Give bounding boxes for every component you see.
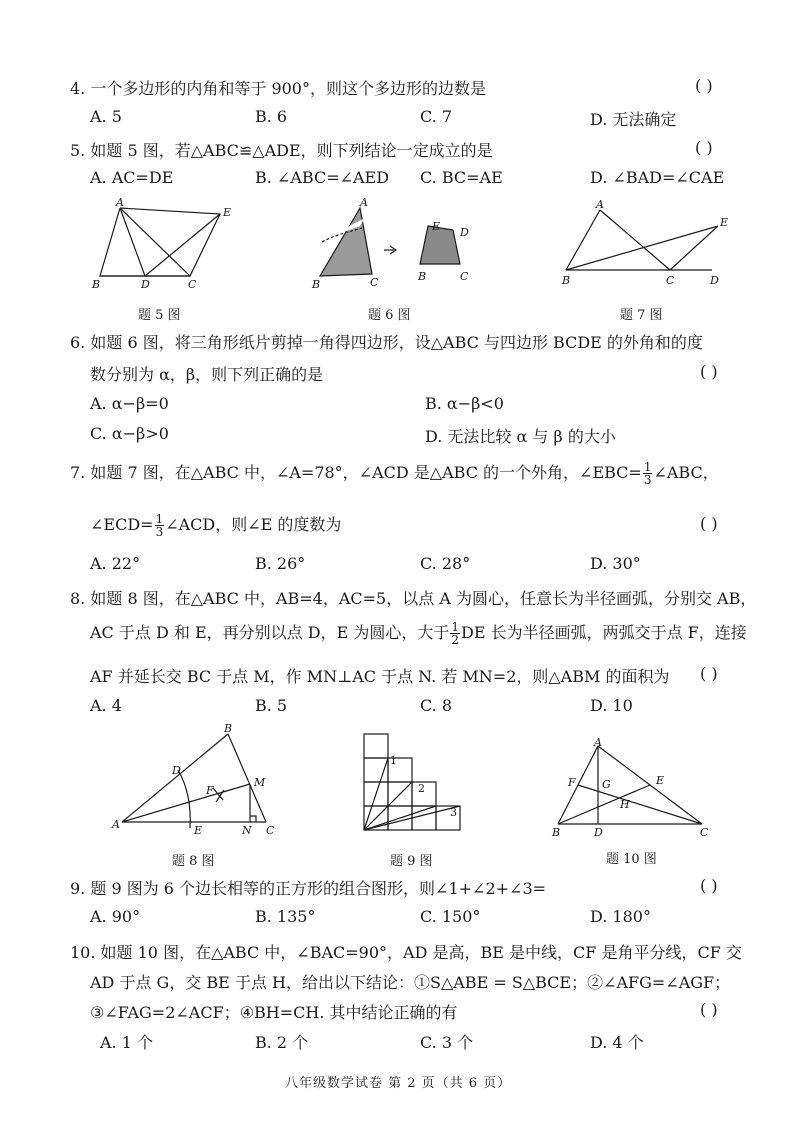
fig6-label-a: A [360,196,368,209]
q7-fraction-2: $\frac{1}{3}$ [155,512,164,539]
fig5-label-a: A [116,196,124,209]
q5-option-b[interactable]: B. ∠ABC=∠AED [255,168,390,187]
q8-option-b[interactable]: B. 5 [255,696,288,715]
fig8-label-f: F [206,784,214,797]
q7-fraction-1: $\frac{1}{3}$ [643,460,652,487]
fig8-label-c: C [266,824,275,837]
fig8-label-e: E [194,824,203,837]
q10-option-a[interactable]: A. 1 个 [100,1033,153,1052]
q7-option-d[interactable]: D. 30° [590,554,641,573]
fig10-label-c: C [700,826,709,839]
q7-answer-paren[interactable]: ( ) [700,514,718,533]
q9-option-a[interactable]: A. 90° [90,907,141,926]
fig10-label-b: B [552,826,561,839]
q10-option-c[interactable]: C. 3 个 [420,1033,474,1052]
fig8-label-n: N [242,824,252,837]
fig5-label-c: C [188,278,197,291]
fig6-label-b: B [312,278,321,291]
q10-line2: AD 于点 G，交 BE 于点 H，给出以下结论：①S△ABE = S△BCE；②∠AFG=∠AGF； [90,973,731,992]
fig6-caption: 题 6 图 [368,308,411,323]
q9-stem: 9. 题 9 图为 6 个边长相等的正方形的组合图形，则∠1+∠2+∠3= [70,879,547,898]
q4-option-a[interactable]: A. 5 [90,107,122,126]
q8-line2-tail: DE 长为半径画弧，两弧交于点 F，连接 [460,623,747,642]
q6-option-d[interactable]: D. 无法比较 α 与 β 的大小 [425,427,616,446]
q5-option-d[interactable]: D. ∠BAD=∠CAE [590,168,725,187]
fig5-label-e: E [223,206,232,219]
q5-answer-paren[interactable]: ( ) [695,138,713,157]
figure-5 [90,198,240,293]
fig6-label-b2: B [418,270,427,283]
fig7-label-a: A [596,198,604,211]
figure-8 [110,722,280,837]
fig5-caption: 题 5 图 [138,308,181,323]
q10-option-b[interactable]: B. 2 个 [255,1033,309,1052]
fig9-label-1: 1 [390,754,397,767]
q9-option-b[interactable]: B. 135° [255,907,316,926]
figure-9 [362,732,472,837]
figure-7 [560,198,730,293]
fig6-label-d: D [460,226,469,239]
fig10-caption: 题 10 图 [606,852,657,867]
q6-option-b[interactable]: B. α−β<0 [425,394,504,413]
q6-line2: 数分别为 α，β，则下列正确的是 [90,365,324,384]
q7-line1-text: 7. 如题 7 图，在△ABC 中，∠A=78°，∠ACD 是△ABC 的一个外角，∠EBC= [70,463,642,482]
q8-option-c[interactable]: C. 8 [420,696,453,715]
fig9-label-2: 2 [418,782,425,795]
fig10-label-g: G [602,778,611,791]
fig5-label-d: D [141,278,150,291]
q7-line1 [70,460,719,486]
q9-answer-paren[interactable]: ( ) [700,876,718,895]
q7-line1-tail: ∠ABC， [653,463,719,482]
q10-line1: 10. 如题 10 图，在△ABC 中，∠BAC=90°，AD 是高，BE 是中线，CF 是角平分线，CF 交 [70,943,742,962]
q9-option-d[interactable]: D. 180° [590,907,651,926]
q4-option-b[interactable]: B. 6 [255,107,288,126]
fig7-label-d: D [710,274,719,287]
fig10-label-f: F [568,776,576,789]
q6-answer-paren[interactable]: ( ) [700,362,718,381]
fig7-label-b: B [562,274,571,287]
fig10-label-e: E [656,774,665,787]
q4-stem: 4. 一个多边形的内角和等于 900°，则这个多边形的边数是 [70,79,486,98]
fig8-caption: 题 8 图 [172,854,215,869]
q7-option-b[interactable]: B. 26° [255,554,306,573]
fig6-label-c: C [370,276,379,289]
fig8-label-d: D [172,764,181,777]
fig7-caption: 题 7 图 [620,308,663,323]
q6-option-a[interactable]: A. α−β=0 [90,394,169,413]
q4-answer-paren[interactable]: ( ) [695,76,713,95]
fig10-label-d: D [594,826,603,839]
q7-option-a[interactable]: A. 22° [90,554,141,573]
q5-stem: 5. 如题 5 图，若△ABC≌△ADE，则下列结论一定成立的是 [70,141,493,160]
figure-10 [550,738,720,838]
fig9-label-3: 3 [450,806,457,819]
q4-option-d[interactable]: D. 无法确定 [590,110,677,129]
q8-option-a[interactable]: A. 4 [90,696,122,715]
q10-line3: ③∠FAG=2∠ACF；④BH=CH. 其中结论正确的有 [90,1003,458,1022]
q6-line1: 6. 如题 6 图，将三角形纸片剪掉一角得四边形，设△ABC 与四边形 BCDE 的外角和的度 [70,333,703,352]
fig7-label-e: E [720,216,729,229]
page-footer: 八年级数学试卷 第 2 页（共 6 页） [285,1076,512,1091]
fig10-label-h: H [620,798,630,811]
q5-option-a[interactable]: A. AC=DE [90,168,174,187]
q8-option-d[interactable]: D. 10 [590,696,633,715]
fig6-label-c2: C [460,270,469,283]
fig8-label-a: A [112,818,120,831]
fig8-label-m: M [254,776,266,789]
fig8-label-b: B [224,722,233,735]
q7-line2 [90,512,341,538]
q10-answer-paren[interactable]: ( ) [700,1000,718,1019]
q7-line2-text: ∠ECD= [90,515,154,534]
fig6-label-e: E [432,220,441,233]
q6-option-c[interactable]: C. α−β>0 [90,424,169,443]
fig7-label-c: C [666,274,675,287]
q8-line1: 8. 如题 8 图，在△ABC 中，AB=4，AC=5，以点 A 为圆心，任意长为半径画弧，分别交 AB， [70,589,757,608]
fig5-label-b: B [92,278,101,291]
q10-option-d[interactable]: D. 4 个 [590,1033,644,1052]
q8-answer-paren[interactable]: ( ) [700,664,718,683]
q4-option-c[interactable]: C. 7 [420,107,453,126]
fig9-caption: 题 9 图 [390,854,433,869]
q9-option-c[interactable]: C. 150° [420,907,481,926]
q8-line3: AF 并延长交 BC 于点 M，作 MN⊥AC 于点 N. 若 MN=2，则△ABM 的面积为 [90,667,670,686]
q5-option-c[interactable]: C. BC=AE [420,168,503,187]
q8-line2-text: AC 于点 D 和 E，再分别以点 D，E 为圆心，大于 [90,623,450,642]
q7-option-c[interactable]: C. 28° [420,554,471,573]
figure-6 [310,198,480,293]
q8-line2 [90,620,747,646]
q8-fraction: $\frac{1}{2}$ [451,620,459,647]
fig10-label-a: A [594,736,602,749]
q7-line2-tail: ∠ACD，则∠E 的度数为 [165,515,342,534]
